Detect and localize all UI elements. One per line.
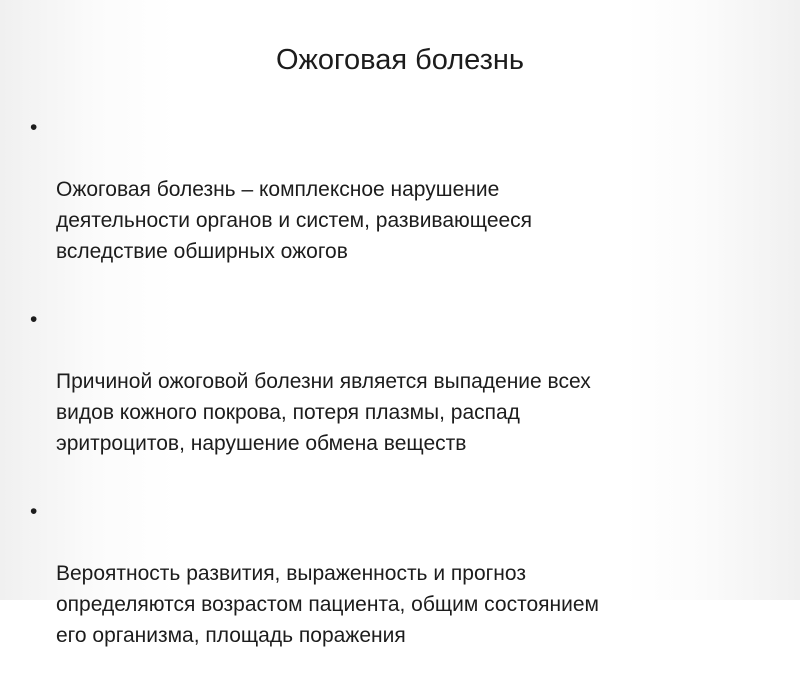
- bullet-icon: •: [30, 308, 38, 331]
- slide-title: Ожоговая болезнь: [275, 44, 525, 76]
- bullet-text: Причиной ожоговой болезни является выпадение всех видов кожного покрова, потеря плазмы, распад эритроцитов, нарушение обмена веществ: [56, 370, 591, 455]
- bullet-text: Ожоговая болезнь – комплексное нарушение деятельности органов и систем, развивающееся вследствие обширных ожогов: [56, 178, 533, 263]
- bullet-icon: •: [30, 116, 38, 139]
- bullet-list: [30, 112, 770, 688]
- bullet-item: [30, 304, 770, 490]
- bullet-icon: •: [30, 500, 38, 523]
- bullet-text: Вероятность развития, выраженность и прогноз определяются возрастом пациента, общим состоянием его организма, площадь поражения: [56, 562, 599, 647]
- bullet-item: [30, 112, 770, 298]
- bullet-item: [30, 496, 770, 682]
